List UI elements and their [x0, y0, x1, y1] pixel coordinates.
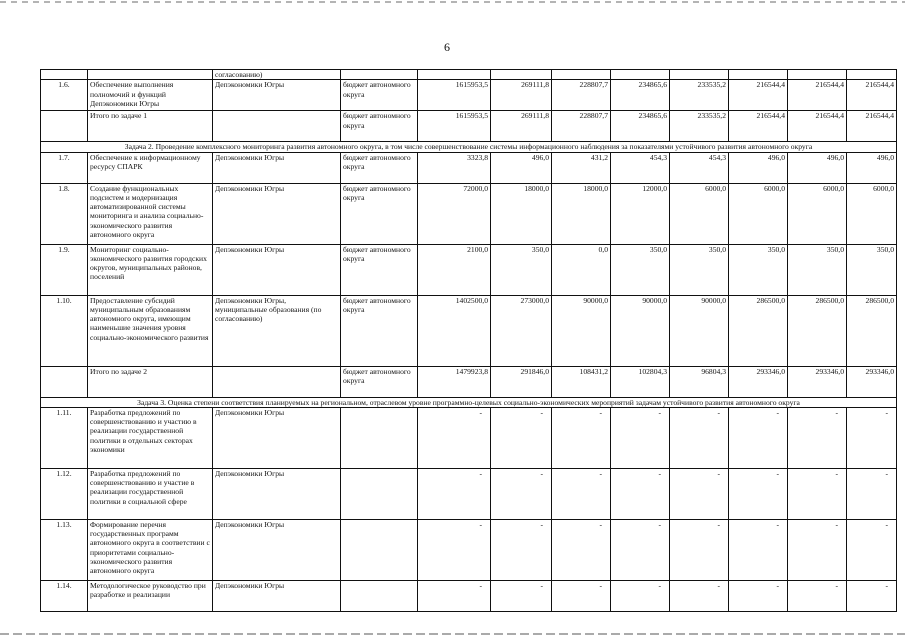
row-number-cell: 1.6. [41, 80, 88, 111]
value-cell: - [418, 580, 491, 611]
row-number-cell: 1.12. [41, 468, 88, 519]
row-number-cell: 1.11. [41, 407, 88, 468]
value-cell: 1615953,5 [418, 80, 491, 111]
value-cell: 496,0 [491, 152, 552, 183]
value-cell: - [788, 580, 847, 611]
task-header-row [41, 142, 897, 152]
value-cell: - [729, 468, 788, 519]
value-cell: - [552, 519, 611, 580]
funding-source-cell: бюджет автономного округа [341, 152, 418, 183]
value-cell: - [729, 407, 788, 468]
value-cell: 350,0 [847, 244, 897, 295]
total-row [41, 366, 897, 397]
scan-edge-bottom [0, 633, 905, 635]
value-cell: - [491, 580, 552, 611]
value-cell [552, 70, 611, 80]
value-cell: 228807,7 [552, 80, 611, 111]
value-cell: 454,3 [611, 152, 670, 183]
activity-name-cell: Методологическое руководство при разработке и реализации [88, 580, 213, 611]
value-cell: 496,0 [847, 152, 897, 183]
table-row [41, 70, 897, 80]
value-cell: 234865,6 [611, 111, 670, 142]
activity-name-cell: Создание функциональных подсистем и модернизация автоматизированной системы мониторинга и анализа социально-экономического развития автономного округа [88, 183, 213, 244]
row-number-cell: 1.9. [41, 244, 88, 295]
executor-cell: Депэкономики Югры [213, 244, 341, 295]
funding-source-cell: бюджет автономного округа [341, 366, 418, 397]
executor-cell: Депэкономики Югры [213, 183, 341, 244]
value-cell: 6000,0 [847, 183, 897, 244]
value-cell: 350,0 [491, 244, 552, 295]
value-cell: - [670, 407, 729, 468]
value-cell: - [611, 407, 670, 468]
value-cell: 291846,0 [491, 366, 552, 397]
value-cell: 269111,8 [491, 80, 552, 111]
value-cell: 72000,0 [418, 183, 491, 244]
executor-cell: Депэкономики Югры, муниципальные образования (по согласованию) [213, 295, 341, 366]
value-cell: - [847, 468, 897, 519]
value-cell: 12000,0 [611, 183, 670, 244]
executor-cell: Депэкономики Югры [213, 80, 341, 111]
funding-source-cell [341, 70, 418, 80]
value-cell: - [552, 580, 611, 611]
value-cell: 108431,2 [552, 366, 611, 397]
value-cell: 293346,0 [729, 366, 788, 397]
activity-name-cell: Разработка предложений по совершенствованию и участию в реализации государственной политики в отдельных секторах экономики [88, 407, 213, 468]
row-number-cell [41, 366, 88, 397]
value-cell: 273000,0 [491, 295, 552, 366]
value-cell: 293346,0 [847, 366, 897, 397]
table-row [41, 80, 897, 111]
value-cell: 2100,0 [418, 244, 491, 295]
value-cell: 216544,4 [847, 111, 897, 142]
value-cell [670, 70, 729, 80]
value-cell: - [611, 519, 670, 580]
row-number-cell: 1.14. [41, 580, 88, 611]
value-cell [418, 70, 491, 80]
value-cell: 496,0 [729, 152, 788, 183]
value-cell: 90000,0 [670, 295, 729, 366]
value-cell: 269111,8 [491, 111, 552, 142]
value-cell: 350,0 [670, 244, 729, 295]
activity-name-cell: Обеспечение к информационному ресурсу СПАРК [88, 152, 213, 183]
value-cell: - [788, 519, 847, 580]
value-cell: - [788, 468, 847, 519]
value-cell: 431,2 [552, 152, 611, 183]
table-row [41, 183, 897, 244]
value-cell: 233535,2 [670, 111, 729, 142]
value-cell: - [491, 519, 552, 580]
table-row [41, 244, 897, 295]
row-number-cell [41, 111, 88, 142]
value-cell: 0,0 [552, 244, 611, 295]
value-cell: - [418, 468, 491, 519]
funding-source-cell: бюджет автономного округа [341, 111, 418, 142]
funding-source-cell [341, 468, 418, 519]
activity-name-cell: Итого по задаче 1 [88, 111, 213, 142]
value-cell: - [847, 580, 897, 611]
value-cell: 216544,4 [729, 111, 788, 142]
value-cell: 233535,2 [670, 80, 729, 111]
scan-edge-top [0, 1, 905, 3]
executor-cell: Депэкономики Югры [213, 152, 341, 183]
executor-cell [213, 366, 341, 397]
value-cell: - [670, 519, 729, 580]
funding-source-cell [341, 580, 418, 611]
value-cell: 102804,3 [611, 366, 670, 397]
value-cell: - [552, 468, 611, 519]
value-cell: - [491, 407, 552, 468]
value-cell: 350,0 [611, 244, 670, 295]
funding-source-cell [341, 519, 418, 580]
value-cell: 6000,0 [729, 183, 788, 244]
value-cell: - [670, 468, 729, 519]
value-cell: 350,0 [788, 244, 847, 295]
value-cell: - [847, 407, 897, 468]
value-cell: 1479923,8 [418, 366, 491, 397]
row-number-cell: 1.8. [41, 183, 88, 244]
executor-cell: Депэкономики Югры [213, 519, 341, 580]
activity-name-cell: Итого по задаче 2 [88, 366, 213, 397]
executor-cell: Депэкономики Югры [213, 407, 341, 468]
value-cell: 6000,0 [788, 183, 847, 244]
value-cell: - [611, 468, 670, 519]
row-number-cell: 1.10. [41, 295, 88, 366]
task-header-row [41, 397, 897, 407]
value-cell: - [670, 580, 729, 611]
value-cell: - [491, 468, 552, 519]
task-title-cell: Задача 2. Проведение комплексного мониторинга развития автономного округа, в том числе совершенствование системы информационного наблюдения за показателями устойчивого развития автономного округа [41, 142, 897, 152]
funding-source-cell [341, 407, 418, 468]
page-number: 6 [444, 40, 450, 54]
row-number-cell [41, 70, 88, 80]
value-cell: 234865,6 [611, 80, 670, 111]
funding-source-cell: бюджет автономного округа [341, 183, 418, 244]
value-cell: 216544,4 [788, 111, 847, 142]
activity-name-cell: Обеспечение выполнения полномочий и функций Депэкономики Югры [88, 80, 213, 111]
value-cell: 228807,7 [552, 111, 611, 142]
executor-cell [213, 111, 341, 142]
value-cell: 286500,0 [847, 295, 897, 366]
value-cell: - [729, 519, 788, 580]
value-cell: 496,0 [788, 152, 847, 183]
funding-source-cell: бюджет автономного округа [341, 80, 418, 111]
funding-source-cell: бюджет автономного округа [341, 244, 418, 295]
table-row [41, 519, 897, 580]
activity-name-cell: Формирование перечня государственных программ автономного округа в соответствии с приоритетами социально-экономического развития автономного округа [88, 519, 213, 580]
table-row [41, 295, 897, 366]
program-funding-table [40, 69, 897, 612]
value-cell: - [847, 519, 897, 580]
value-cell [729, 70, 788, 80]
value-cell: 216544,4 [729, 80, 788, 111]
value-cell: 3323,8 [418, 152, 491, 183]
value-cell: 286500,0 [788, 295, 847, 366]
value-cell: - [788, 407, 847, 468]
value-cell: 1615953,5 [418, 111, 491, 142]
value-cell: 96804,3 [670, 366, 729, 397]
value-cell: - [418, 407, 491, 468]
funding-source-cell: бюджет автономного округа [341, 295, 418, 366]
table-body [41, 70, 897, 612]
value-cell: - [611, 580, 670, 611]
value-cell: 1402500,0 [418, 295, 491, 366]
table-row [41, 468, 897, 519]
value-cell: - [729, 580, 788, 611]
row-number-cell: 1.13. [41, 519, 88, 580]
value-cell: - [418, 519, 491, 580]
value-cell: 6000,0 [670, 183, 729, 244]
value-cell: 216544,4 [788, 80, 847, 111]
executor-cell: Депэкономики Югры [213, 468, 341, 519]
value-cell: - [552, 407, 611, 468]
value-cell [491, 70, 552, 80]
total-row [41, 111, 897, 142]
value-cell: 350,0 [729, 244, 788, 295]
value-cell: 18000,0 [491, 183, 552, 244]
value-cell [788, 70, 847, 80]
value-cell: 18000,0 [552, 183, 611, 244]
value-cell: 293346,0 [788, 366, 847, 397]
value-cell: 90000,0 [552, 295, 611, 366]
value-cell: 286500,0 [729, 295, 788, 366]
activity-name-cell: Предоставление субсидий муниципальным образованиям автономного округа, имеющим наименьшие значения уровня социально-экономического развития [88, 295, 213, 366]
activity-name-cell [88, 70, 213, 80]
table-row [41, 580, 897, 611]
table-row [41, 407, 897, 468]
value-cell: 454,3 [670, 152, 729, 183]
executor-cell: согласованию) [213, 70, 341, 80]
value-cell [847, 70, 897, 80]
row-number-cell: 1.7. [41, 152, 88, 183]
task-title-cell: Задача 3. Оценка степени соответствия планируемых на региональном, отраслевом уровне программно-целевых социально-экономических мероприятий задачам устойчивого развития автономного округа [41, 397, 897, 407]
value-cell: 90000,0 [611, 295, 670, 366]
value-cell [611, 70, 670, 80]
value-cell: 216544,4 [847, 80, 897, 111]
activity-name-cell: Разработка предложений по совершенствованию и участие в реализации государственной политики в социальной сфере [88, 468, 213, 519]
table-row [41, 152, 897, 183]
executor-cell: Депэкономики Югры [213, 580, 341, 611]
activity-name-cell: Мониторинг социально-экономического развития городских округов, муниципальных районов, поселений [88, 244, 213, 295]
